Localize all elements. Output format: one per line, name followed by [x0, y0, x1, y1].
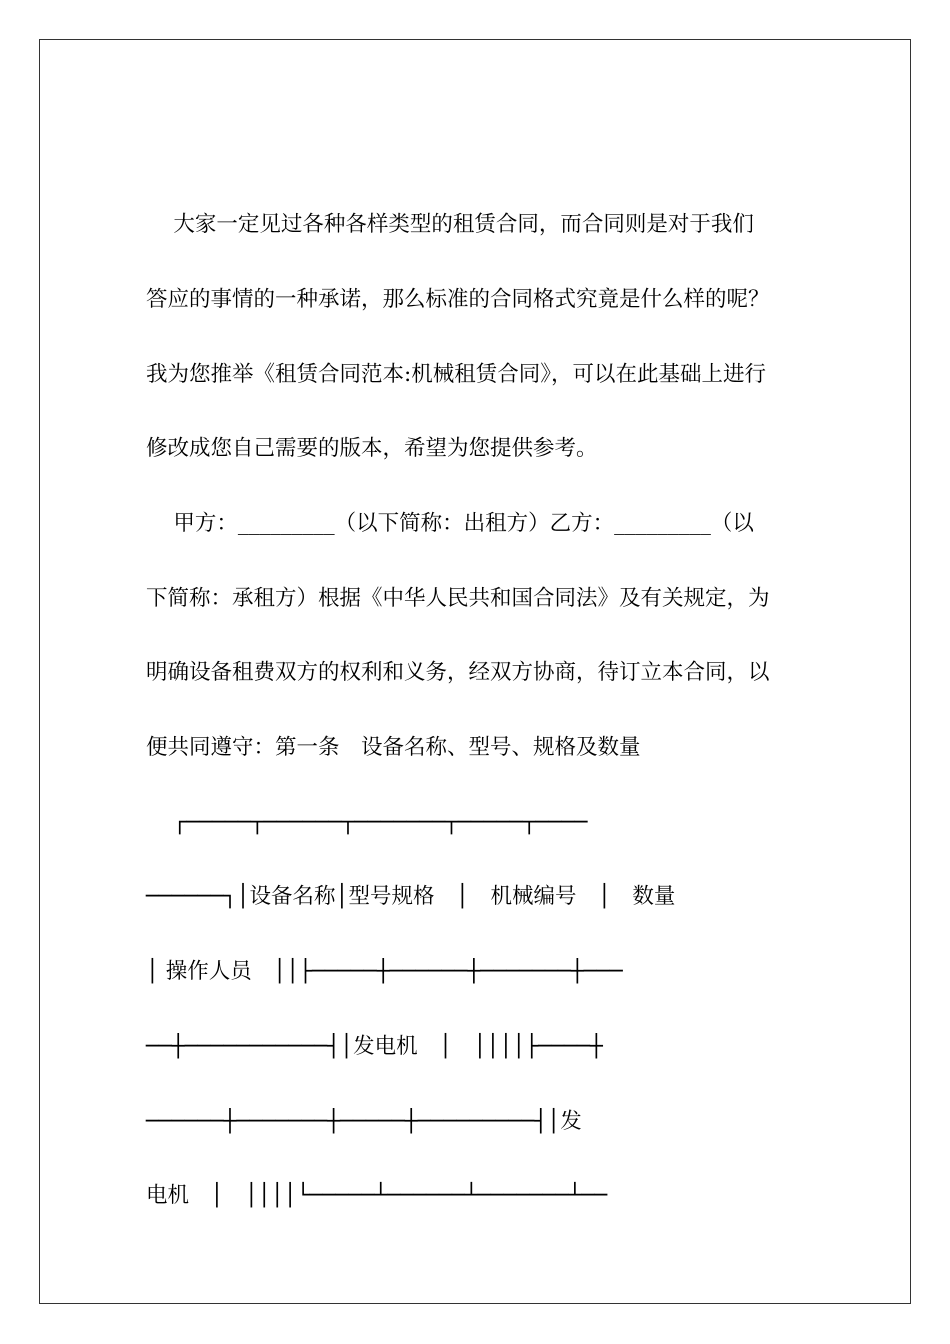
- contract-line-2: 下简称：承租方）根据《中华人民共和国合同法》及有关规定，为: [146, 586, 770, 611]
- contract-line-4: 便共同遵守：第一条 设备名称、型号、规格及数量: [146, 735, 641, 760]
- table-line-5: ──────┼───────┼─────┼─────────┤│发: [146, 1109, 582, 1134]
- intro-line-3: 我为您推举《租赁合同范本:机械租赁合同》，可以在此基础上进行: [146, 362, 766, 387]
- contract-line-1: 甲方：_________（以下简称：出租方）乙方：_________（以: [146, 511, 754, 536]
- contract-line-3: 明确设备租费双方的权利和义务，经双方协商，待订立本合同，以: [146, 660, 770, 685]
- intro-line-1: 大家一定见过各种各样类型的租赁合同，而合同则是对于我们: [146, 212, 754, 237]
- table-line-6: 电机 │ ││││└─────┴──────┴───────┴──: [146, 1183, 608, 1208]
- table-line-1: ┌─────┬──────┬───────┬─────┬────: [146, 810, 588, 835]
- intro-line-2: 答应的事情的一种承诺，那么标准的合同格式究竟是什么样的呢？: [146, 287, 770, 312]
- table-line-2: ──────┐│设备名称│型号规格 │ 机械编号 │ 数量: [146, 884, 676, 909]
- table-line-3: │ 操作人员 ││├─────┼──────┼───────┼───: [146, 959, 623, 984]
- table-line-4: ──┼───────────┤│发电机 │ ││││├────┼: [146, 1034, 603, 1059]
- intro-line-4: 修改成您自己需要的版本，希望为您提供参考。: [146, 436, 598, 461]
